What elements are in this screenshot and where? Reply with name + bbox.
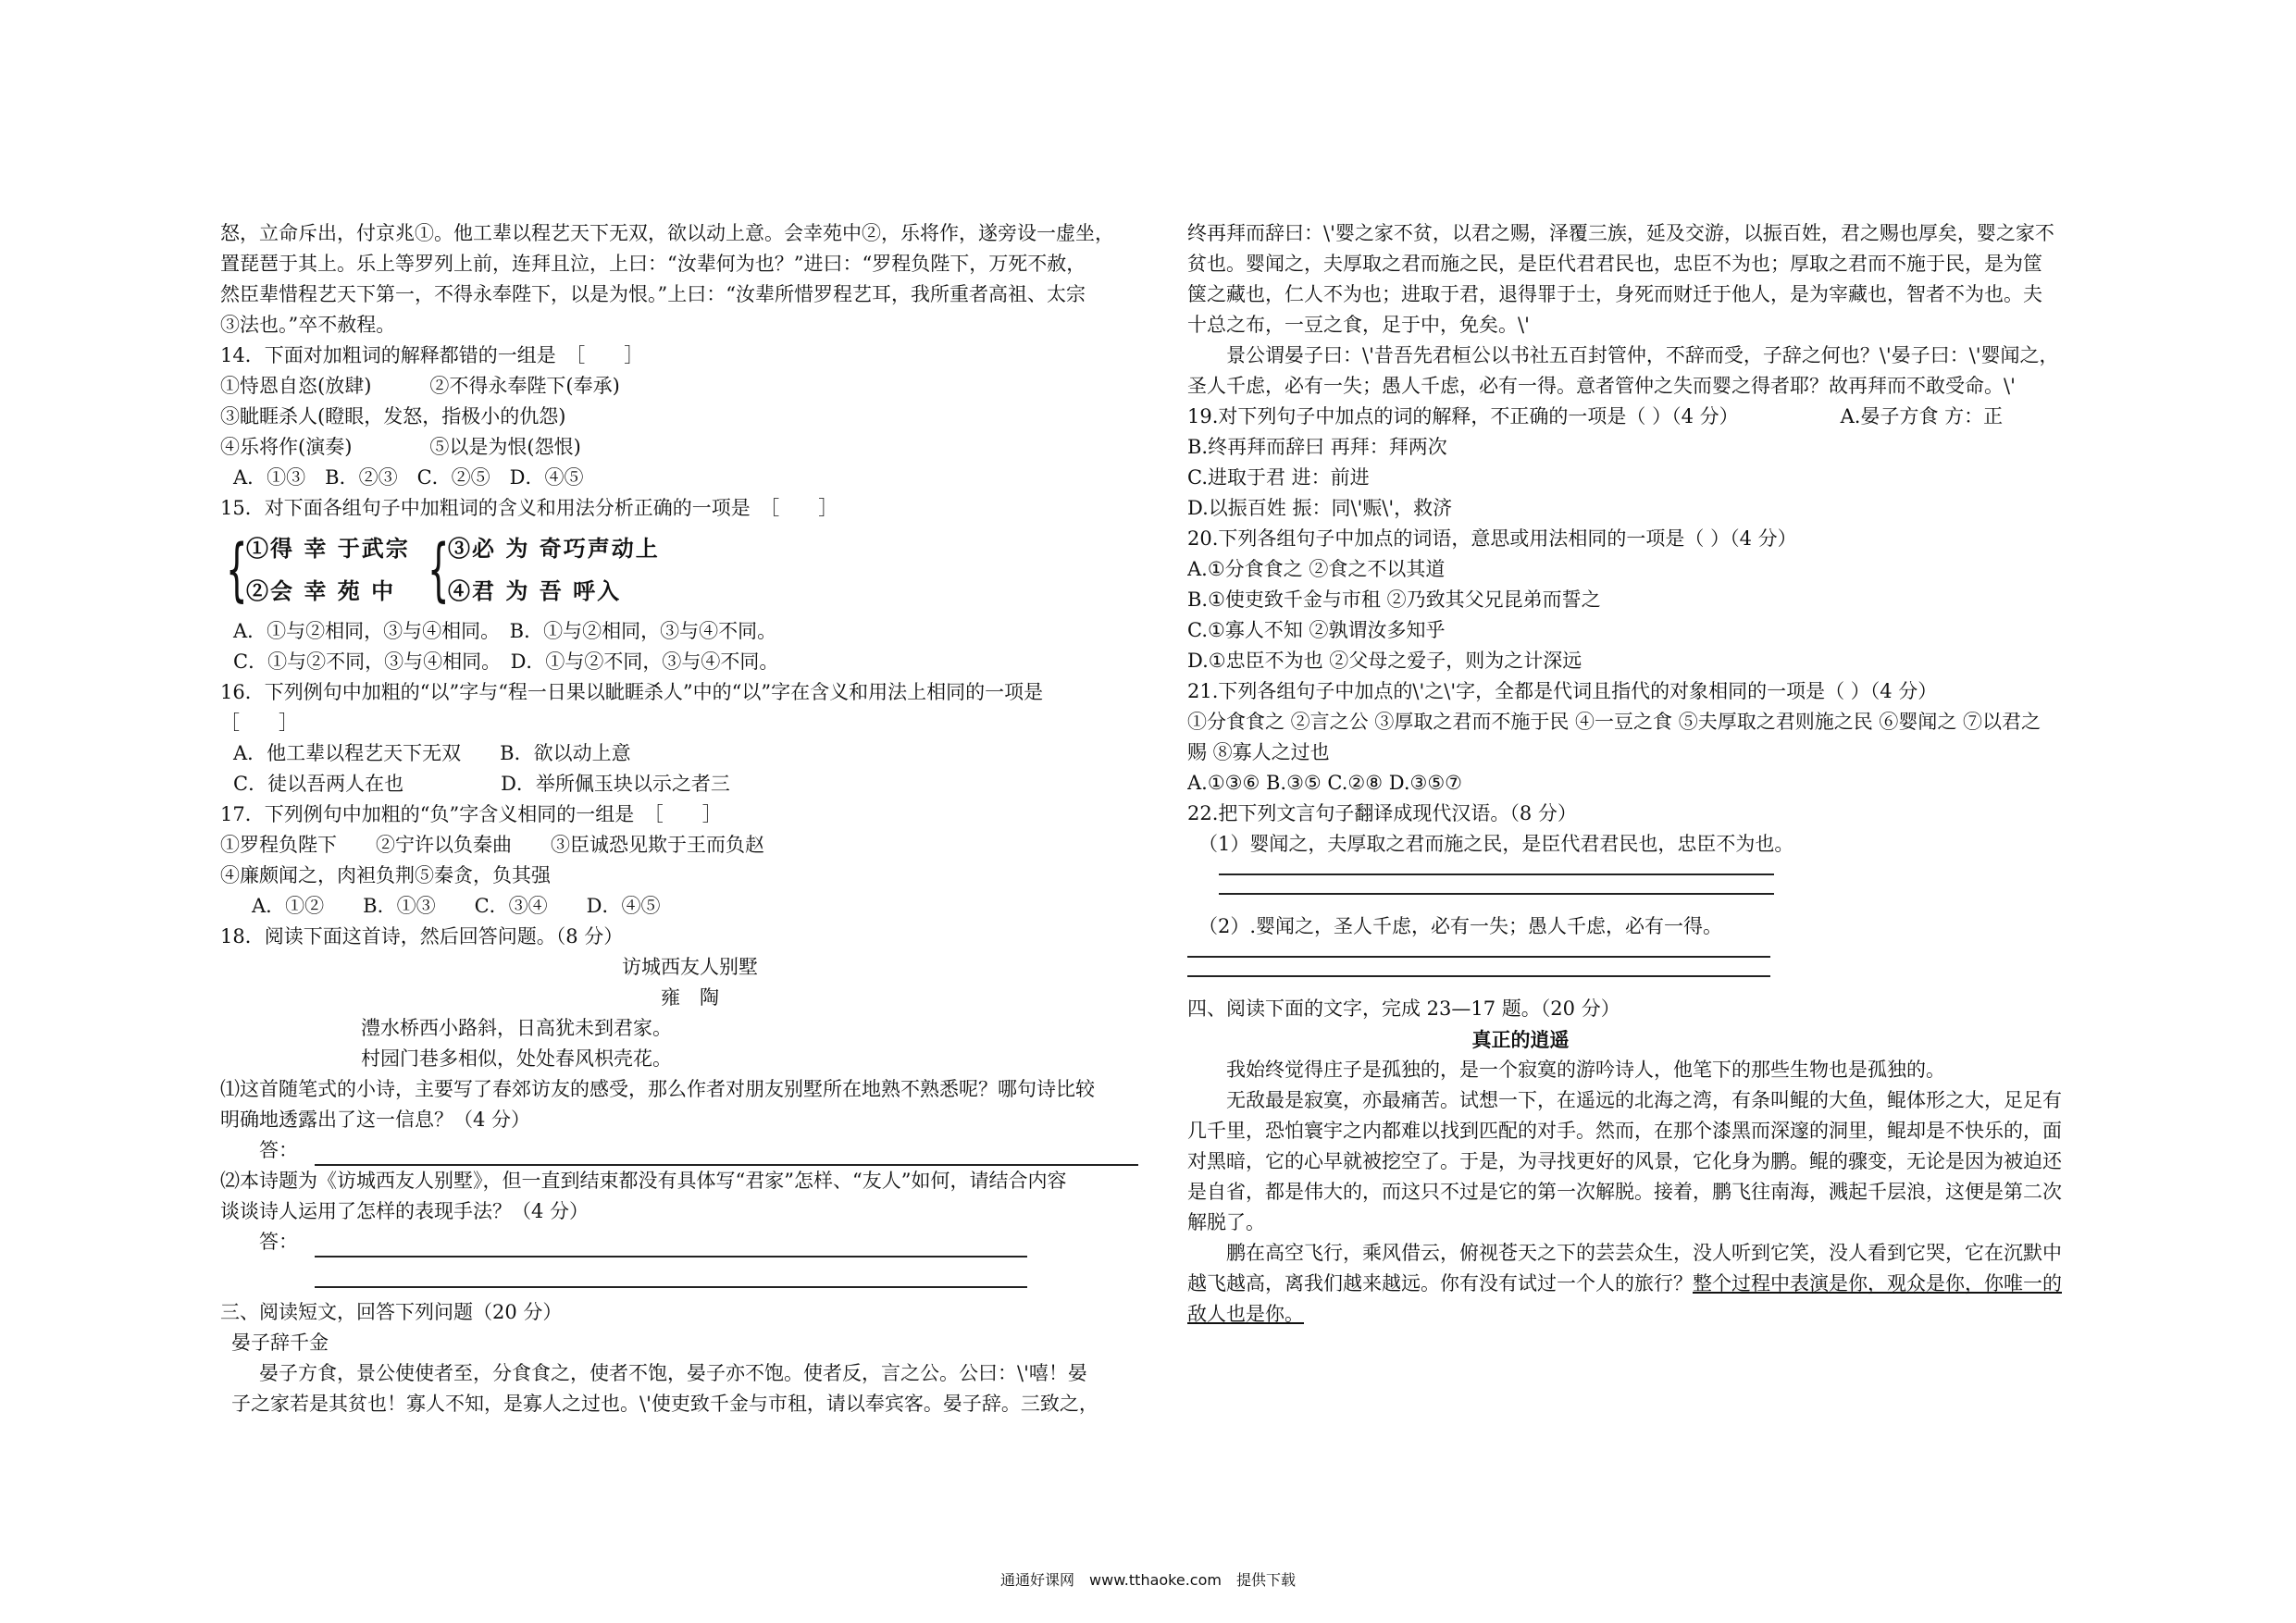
q17-option: ④廉颇闻之，肉袒负荆⑤秦贪，负其强 [220,864,551,886]
answer-line[interactable] [1187,955,1770,958]
q17-stem: 17．下列例句中加粗的“负”字含义相同的一组是 ［ ］ [220,803,722,825]
q18-part1: 明确地透露出了这一信息？（4 分） [220,1109,531,1131]
left-brace-icon: { [226,530,249,610]
poem-line: 村园门巷多相似，处处春风枳壳花。 [361,1047,672,1070]
q15-sentence: ①得 幸 于武宗 [246,535,410,562]
q14-choices: A．①③ B．②③ C．②⑤ D．④⑤ [233,466,584,489]
q14-option: ①恃恩自恣(放肆) ②不得永奉陛下(奉承) [220,375,620,397]
q15-sentence: ③必 为 奇巧声动上 [448,535,660,562]
q15-brace-group [220,527,1160,613]
answer-line[interactable] [315,1142,1138,1166]
answer-line[interactable] [1219,873,1774,875]
passage-line: 置琵琶于其上。乐上等罗列上前，连拜且泣，上曰：“汝辈何为也？”进曰：“罗程负陛下，万死不赦， [220,253,1086,275]
q18-answer-row [220,1227,1160,1258]
poem-author: 雍 陶 [661,986,719,1009]
passage-line: 对黑暗，它的心早就被挖空了。于是，为寻找更好的风景，它化身为鹏。鲲的骤变，无论是因为被迫还 [1187,1150,2062,1172]
q21-stem: 21.下列各组句子中加点的\'之\'字，全都是代词且指代的对象相同的一项是（ ）（4 分） [1187,680,1938,702]
q16-bracket: ［ ］ [220,712,298,734]
q17-choices: A．①② B．①③ C．③④ D．④⑤ [252,895,661,917]
answer-line[interactable] [1219,892,1774,895]
passage-line: 鹏在高空飞行，乘风借云，俯视苍天之下的芸芸众生，没人听到它笑，没人看到它哭，它在沉默中 [1226,1242,2062,1264]
q18-part2: 谈谈诗人运用了怎样的表现手法？（4 分） [220,1200,590,1222]
left-column [220,218,1160,1419]
q22-sentence: （1）婴闻之，夫厚取之君而施之民，是臣代君君民也，忠臣不为也。 [1198,833,1794,855]
passage-line: 箧之藏也，仁人不为也；进取于君，退得罪于士，身死而财迁于他人，是为宰藏也，智者不为也。夫 [1187,283,2042,305]
passage-line: 晏子方食，景公使使者至，分食食之，使者不饱，晏子亦不饱。使者反，言之公。公曰：\'嘻！晏 [259,1362,1087,1384]
q19-stem [1187,402,2127,432]
underlined-passage-text: 整个过程中表演是你，观众是你，你唯一的 [1693,1272,2062,1295]
section4-title: 真正的逍遥 [1471,1028,1570,1051]
q20-option-b: B.①使吏致千金与市租 ②乃致其父兄昆弟而誓之 [1187,588,1601,611]
q15-sentence: ②会 幸 苑 中 [246,577,396,604]
q15-sentence: ④君 为 吾 呼入 [448,577,622,604]
passage-line: 子之家若是其贫也！寡人不知，是寡人之过也。\'使吏致千金与市租，请以奉宾客。晏子辞。三致之， [231,1393,1098,1415]
answer-line[interactable] [315,1264,1027,1288]
q20-stem: 20.下列各组句子中加点的词语，意思或用法相同的一项是（ ）（4 分） [1187,527,1797,550]
q22-sentence: （2）.婴闻之，圣人千虑，必有一失；愚人千虑，必有一得。 [1198,915,1723,937]
q15-choices: C．①与②不同，③与④相同。 D．①与②不同，③与④不同。 [233,650,779,673]
section4-heading: 四、阅读下面的文字，完成 23—17 题。（20 分） [1187,997,1620,1020]
q20-option-c: C.①寡人不知 ②孰谓汝多知乎 [1187,619,1446,641]
passage-line: 是自省，都是伟大的，而这只不过是它的第一次解脱。接着，鹏飞往南海，溅起千层浪，这便是第二次 [1187,1181,2062,1203]
answer-label: 答： [259,1231,298,1253]
passage-line: 解脱了。 [1187,1211,1265,1233]
underlined-passage-text: 敌人也是你。 [1187,1303,1304,1325]
passage-line: 十总之布，一豆之食，足于中，免矣。\' [1187,314,1530,336]
q21-options: ①分食食之 ②言之公 ③厚取之君而不施于民 ④一豆之食 ⑤夫厚取之君则施之民 ⑥婴闻之 ⑦以君之 [1187,711,2042,733]
section3-title: 晏子辞千金 [231,1332,329,1354]
q22-stem: 22.把下列文言句子翻译成现代汉语。（8 分） [1187,802,1577,824]
q21-options: 赐 ⑧寡人之过也 [1187,741,1330,763]
q16-stem: 16．下列例句中加粗的“以”字与“程一日果以眦睚杀人”中的“以”字在含义和用法上相同的一项是 [220,681,1044,703]
q15-choices: A．①与②相同，③与④相同。 B．①与②相同，③与④不同。 [233,620,777,642]
q14-option: ④乐将作(演奏) ⑤以是为恨(怨恨) [220,436,581,458]
passage-line: 几千里，恐怕寰宇之内都难以找到匹配的对手。然而，在那个漆黑而深邃的洞里，鲲却是不快乐的，面 [1187,1120,2062,1142]
passage-line: 贫也。婴闻之，夫厚取之君而施之民，是臣代君君民也，忠臣不为也；厚取之君而不施于民，是为筐 [1187,253,2042,275]
answer-line[interactable] [315,1233,1027,1258]
q14-stem: 14．下面对加粗词的解释都错的一组是 ［ ］ [220,344,644,366]
q19-stem-text: 19.对下列句子中加点的词的解释，不正确的一项是（ ）（4 分） [1187,405,1739,427]
q18-answer-row [220,1258,1160,1288]
section3-heading: 三、阅读短文，回答下列问题（20 分） [220,1301,563,1323]
q16-choices: C．徒以吾两人在也 D．举所佩玉块以示之者三 [233,773,730,795]
q19-option-b: B.终再拜而辞曰 再拜：拜两次 [1187,436,1447,458]
q17-option: ①罗程负陛下 ②宁许以负秦曲 ③臣诚恐见欺于王而负赵 [220,834,764,856]
q19-option-c: C.进取于君 进：前进 [1187,466,1370,489]
q18-part2: ⑵本诗题为《访城西友人别墅》，但一直到结束都没有具体写“君家”怎样、“友人”如何，请结合内容 [220,1170,1067,1192]
poem-title: 访城西友人别墅 [622,956,758,978]
answer-line[interactable] [1187,974,1770,977]
q20-option-d: D.①忠臣不为也 ②父母之爱子，则为之计深远 [1187,650,1582,672]
passage-line: 圣人千虑，必有一失；愚人千虑，必有一得。意者管仲之失而婴之得者耶？故再拜而不敢受命。\' [1187,375,2016,397]
q21-choices: A.①③⑥ B.③⑤ C.②⑧ D.③⑤⑦ [1187,772,1462,794]
right-column [1187,218,2127,1330]
poem-line: 澧水桥西小路斜，日高犹未到君家。 [361,1017,672,1039]
passage-line: 景公谓晏子曰：\'昔吾先君桓公以书社五百封管仲，不辞而受，子辞之何也？\'晏子曰：\'婴闻之， [1226,344,2059,366]
passage-line: 我始终觉得庄子是孤独的，是一个寂寞的游吟诗人，他笔下的那些生物也是孤独的。 [1226,1059,1945,1081]
left-brace-icon: { [428,530,451,610]
passage-line: 然臣辈惜程艺天下第一，不得永奉陛下，以是为恨。”上曰：“汝辈所惜罗程艺耳，我所重者高祖、太宗 [220,283,1086,305]
q18-part1: ⑴这首随笔式的小诗，主要写了春郊访友的感受，那么作者对朋友别墅所在地熟不熟悉呢？哪句诗比较 [220,1078,1095,1100]
q16-choices: A．他工辈以程艺天下无双 B．欲以动上意 [233,742,631,764]
passage-line: 无敌最是寂寞，亦最痛苦。试想一下，在遥远的北海之湾，有条叫鲲的大鱼，鲲体形之大，足足有 [1226,1089,2062,1111]
passage-line: 终再拜而辞曰：\'婴之家不贫，以君之赐，泽覆三族，延及交游，以振百姓，君之赐也厚矣，婴之家不 [1187,222,2054,244]
q15-stem: 15．对下面各组句子中加粗词的含义和用法分析正确的一项是 ［ ］ [220,497,838,519]
footer-source: 通通好课网 www.tthaoke.com 提供下载 [1000,1571,1296,1589]
q18-answer-row [220,1135,1160,1166]
passage-line: ③法也。”卒不赦程。 [220,314,396,336]
q19-option-d: D.以振百姓 振：同\'赈\'，救济 [1187,497,1453,519]
q14-option: ③眦睚杀人(瞪眼，发怒，指极小的仇怨) [220,405,566,427]
q18-stem: 18．阅读下面这首诗，然后回答问题。（8 分） [220,925,624,948]
answer-label: 答： [259,1139,298,1161]
passage-text: 越飞越高，离我们越来越远。你有没有试过一个人的旅行？ [1187,1272,1693,1295]
passage-line: 怒，立命斥出，付京兆①。他工辈以程艺天下无双，欲以动上意。会幸苑中②，乐将作，遂旁设一虚坐， [220,222,1114,244]
passage-line [1187,1269,2127,1299]
q20-option-a: A.①分食食之 ②食之不以其道 [1187,558,1446,580]
q19-option-a: A.晏子方食 方：正 [1840,405,2004,427]
